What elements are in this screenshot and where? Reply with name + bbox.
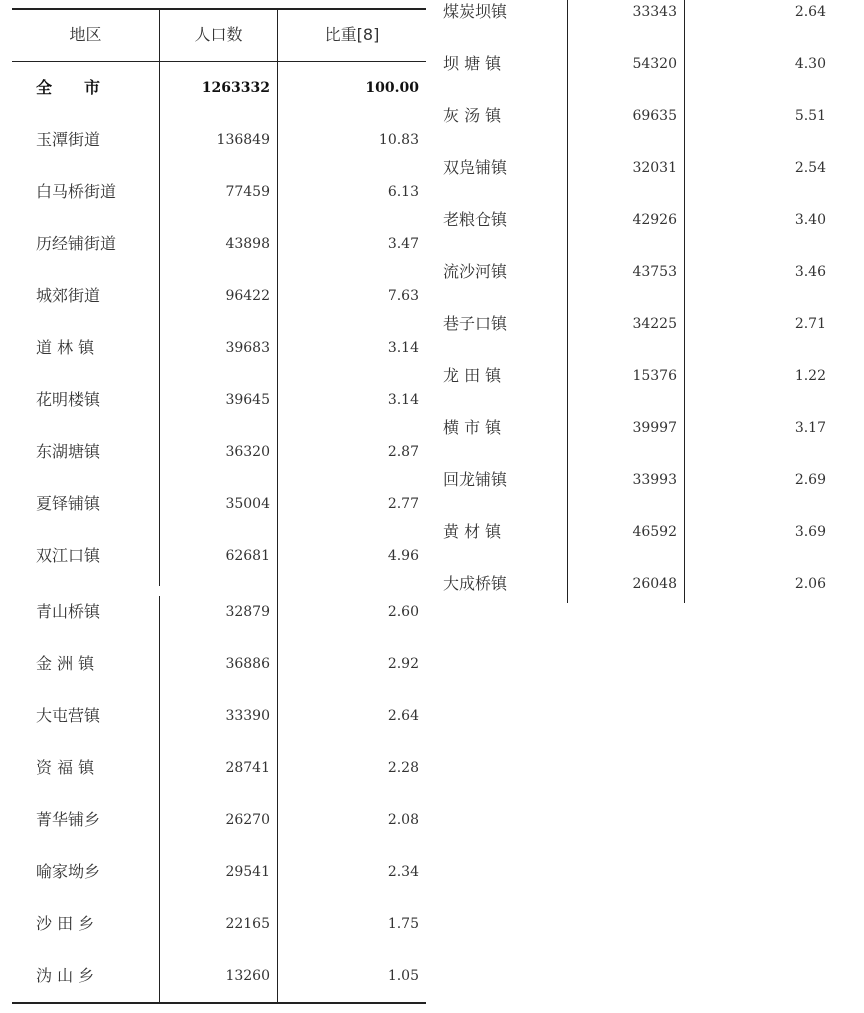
population-value: 43753 bbox=[632, 264, 677, 280]
population-value: 69635 bbox=[632, 108, 677, 124]
share-value: 2.77 bbox=[387, 496, 419, 512]
region-name: 巷子口镇 bbox=[443, 314, 508, 333]
region-name: 沙 田 乡 bbox=[36, 914, 95, 933]
region-name: 历经铺街道 bbox=[36, 234, 117, 253]
region-name: 夏铎铺镇 bbox=[36, 494, 101, 513]
population-value: 39997 bbox=[632, 420, 677, 436]
population-value: 33390 bbox=[225, 708, 270, 724]
region-name: 流沙河镇 bbox=[443, 262, 508, 281]
population-value: 54320 bbox=[632, 56, 677, 72]
share-value: 3.40 bbox=[794, 212, 826, 228]
region-name: 资 福 镇 bbox=[36, 758, 95, 777]
share-value: 4.96 bbox=[387, 548, 419, 564]
population-value: 39645 bbox=[225, 392, 270, 408]
share-value: 7.63 bbox=[387, 288, 419, 304]
population-value: 77459 bbox=[225, 184, 270, 200]
region-name: 沩 山 乡 bbox=[36, 966, 95, 985]
region-name: 龙 田 镇 bbox=[443, 366, 502, 385]
share-value: 2.08 bbox=[387, 812, 419, 828]
population-value: 22165 bbox=[225, 916, 270, 932]
region-name: 白马桥街道 bbox=[36, 182, 117, 201]
region-name: 横 市 镇 bbox=[443, 418, 502, 437]
total-name: 全 市 bbox=[36, 78, 101, 97]
region-name: 煤炭坝镇 bbox=[443, 2, 508, 21]
population-value: 34225 bbox=[632, 316, 677, 332]
right-divider-1 bbox=[567, 0, 568, 603]
share-value: 2.92 bbox=[387, 656, 419, 672]
region-name: 道 林 镇 bbox=[36, 338, 95, 357]
population-value: 62681 bbox=[225, 548, 270, 564]
region-name: 金 洲 镇 bbox=[36, 654, 95, 673]
region-name: 黄 材 镇 bbox=[443, 522, 502, 541]
region-name: 花明楼镇 bbox=[36, 390, 101, 409]
population-value: 15376 bbox=[632, 368, 677, 384]
population-value: 96422 bbox=[225, 288, 270, 304]
region-name: 青山桥镇 bbox=[36, 602, 101, 621]
region-name: 城郊街道 bbox=[36, 286, 101, 305]
share-value: 6.13 bbox=[387, 184, 419, 200]
total-share: 100.00 bbox=[365, 80, 419, 96]
share-value: 4.30 bbox=[794, 56, 826, 72]
bottom-rule bbox=[12, 1002, 426, 1004]
population-value: 29541 bbox=[225, 864, 270, 880]
header-population: 人口数 bbox=[194, 25, 243, 44]
share-value: 3.46 bbox=[794, 264, 826, 280]
share-value: 2.64 bbox=[387, 708, 419, 724]
population-value: 36320 bbox=[225, 444, 270, 460]
share-value: 2.87 bbox=[387, 444, 419, 460]
total-population: 1263332 bbox=[201, 80, 270, 96]
region-name: 坝 塘 镇 bbox=[443, 54, 502, 73]
share-value: 2.60 bbox=[387, 604, 419, 620]
share-value: 1.05 bbox=[387, 968, 419, 984]
population-value: 35004 bbox=[225, 496, 270, 512]
population-value: 136849 bbox=[216, 132, 270, 148]
population-value: 26048 bbox=[632, 576, 677, 592]
population-value: 39683 bbox=[225, 340, 270, 356]
population-value: 33993 bbox=[632, 472, 677, 488]
header-region: 地区 bbox=[69, 25, 102, 44]
population-value: 33343 bbox=[632, 4, 677, 20]
share-value: 3.47 bbox=[387, 236, 419, 252]
share-value: 10.83 bbox=[378, 132, 419, 148]
region-name: 回龙铺镇 bbox=[443, 470, 508, 489]
share-value: 3.69 bbox=[794, 524, 826, 540]
population-value: 46592 bbox=[632, 524, 677, 540]
region-name: 老粮仓镇 bbox=[443, 210, 508, 229]
region-name: 东湖塘镇 bbox=[36, 442, 101, 461]
top-rule bbox=[12, 8, 426, 10]
population-value: 28741 bbox=[225, 760, 270, 776]
share-value: 2.69 bbox=[794, 472, 826, 488]
share-value: 1.75 bbox=[387, 916, 419, 932]
region-name: 喻家坳乡 bbox=[36, 862, 101, 881]
share-value: 2.06 bbox=[794, 576, 826, 592]
population-value: 26270 bbox=[225, 812, 270, 828]
share-value: 2.28 bbox=[387, 760, 419, 776]
share-value: 2.54 bbox=[794, 160, 826, 176]
region-name: 菁华铺乡 bbox=[36, 810, 101, 829]
share-value: 3.14 bbox=[387, 340, 419, 356]
share-value: 3.17 bbox=[794, 420, 826, 436]
share-value: 2.71 bbox=[794, 316, 826, 332]
population-value: 32879 bbox=[225, 604, 270, 620]
header-share: 比重[8] bbox=[324, 25, 380, 44]
region-name: 大成桥镇 bbox=[443, 574, 508, 593]
population-value: 43898 bbox=[225, 236, 270, 252]
population-value: 13260 bbox=[225, 968, 270, 984]
share-value: 2.64 bbox=[794, 4, 826, 20]
population-value: 36886 bbox=[225, 656, 270, 672]
region-name: 灰 汤 镇 bbox=[443, 106, 502, 125]
right-divider-2 bbox=[684, 0, 685, 603]
region-name: 双凫铺镇 bbox=[443, 158, 508, 177]
population-value: 42926 bbox=[632, 212, 677, 228]
share-value: 5.51 bbox=[794, 108, 826, 124]
share-value: 3.14 bbox=[387, 392, 419, 408]
header-rule bbox=[12, 61, 426, 62]
population-value: 32031 bbox=[632, 160, 677, 176]
region-name: 玉潭街道 bbox=[36, 130, 101, 149]
share-value: 1.22 bbox=[794, 368, 826, 384]
share-value: 2.34 bbox=[387, 864, 419, 880]
region-name: 大屯营镇 bbox=[36, 706, 101, 725]
region-name: 双江口镇 bbox=[36, 546, 101, 565]
